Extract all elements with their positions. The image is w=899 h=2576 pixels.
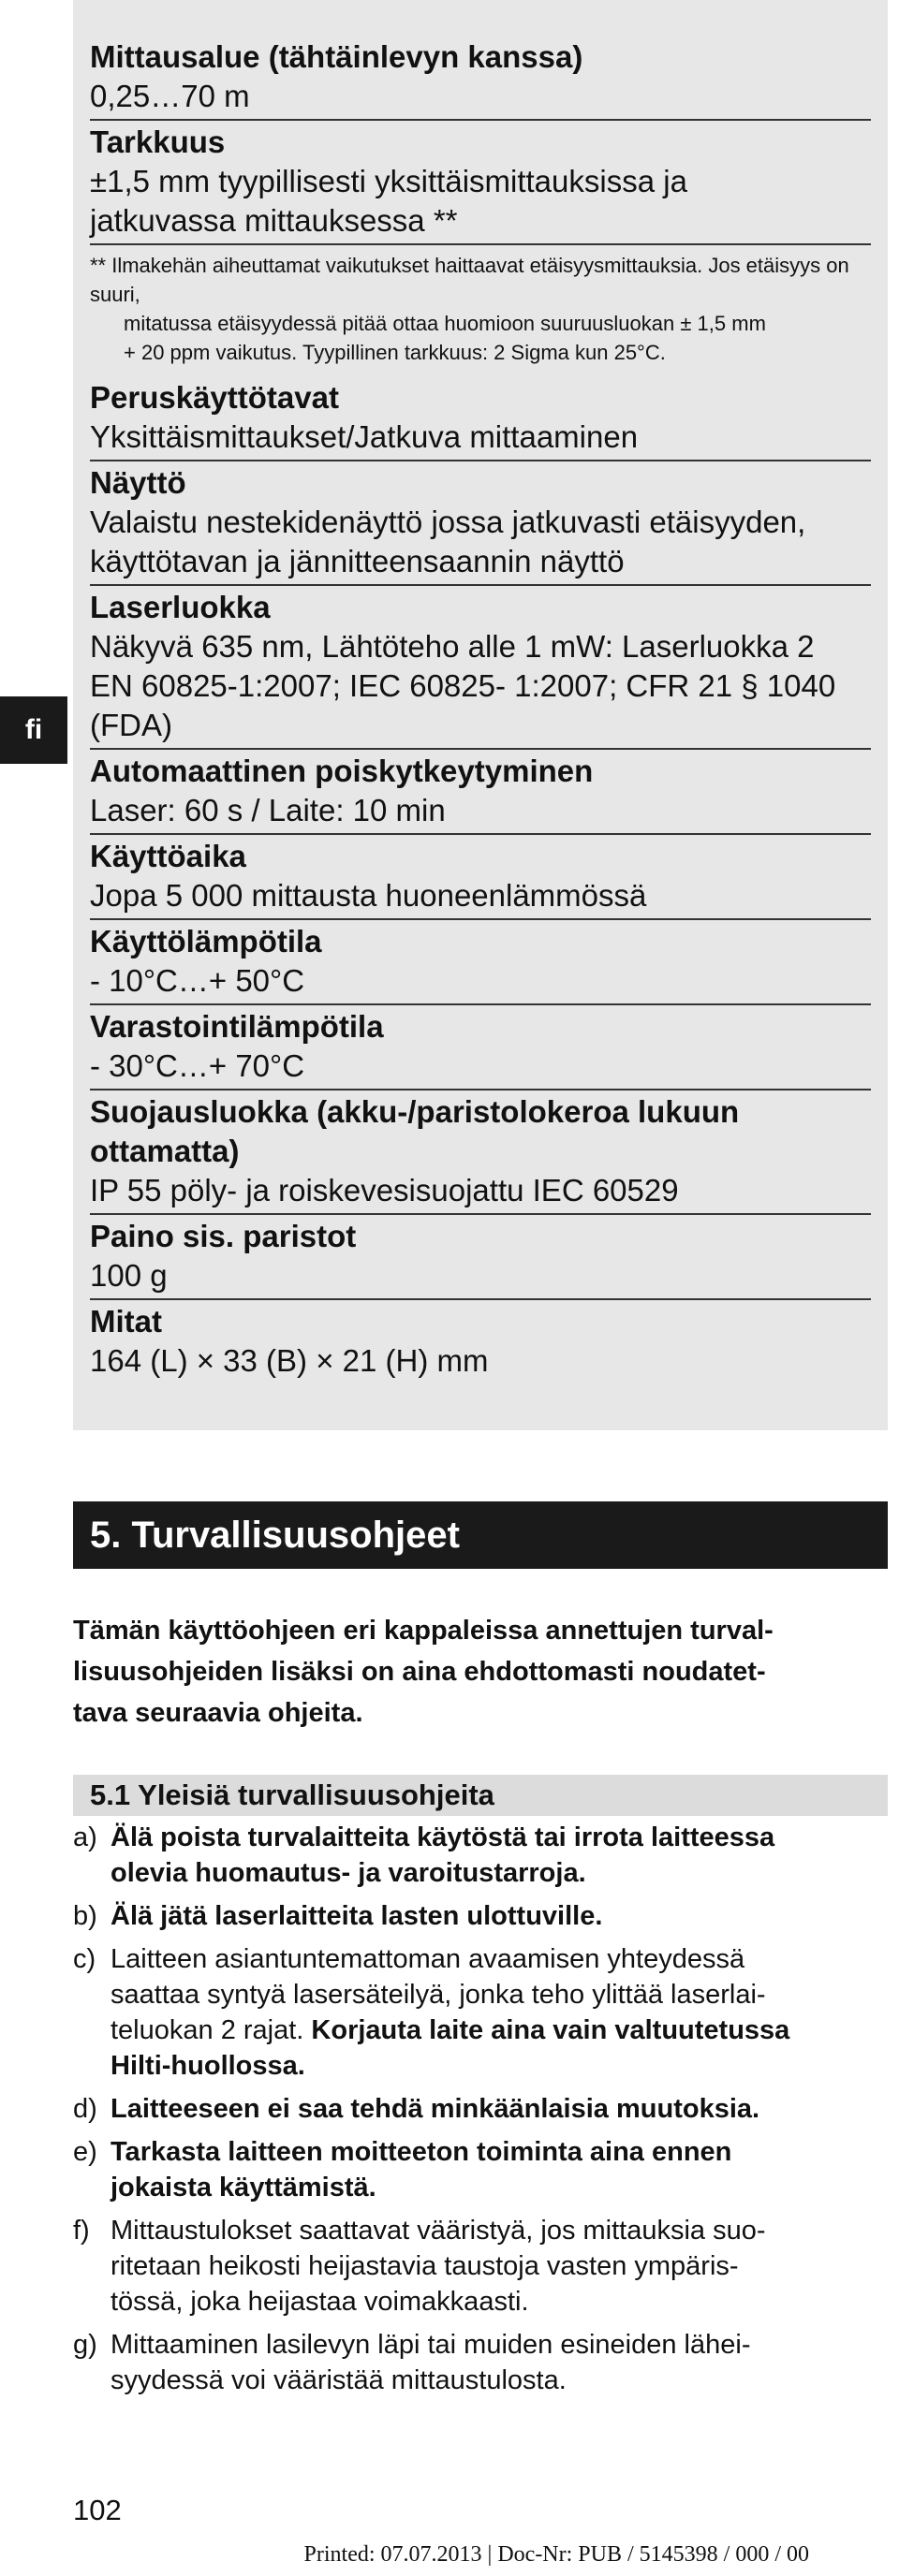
rule-plain-text: syydessä voi vääristää mittaustulosta. bbox=[111, 2365, 567, 2395]
spec-value bbox=[90, 1256, 871, 1295]
rule-bold-text: Älä poista turvalaitteita käytöstä tai irrota laitteessa bbox=[111, 1822, 775, 1852]
rule-bold-text: olevia huomautus- ja varoitustarroja. bbox=[111, 1858, 586, 1888]
spec-value bbox=[90, 1046, 871, 1086]
rule-plain-text: tössä, joka heijastaa voimakkaasti. bbox=[111, 2287, 529, 2317]
rule-bold-text: Hilti-huollossa. bbox=[111, 2051, 305, 2081]
spec-value-line: Laser: 60 s / Laite: 10 min bbox=[90, 793, 446, 827]
rule-plain-text: Mittaustulokset saattavat vääristyä, jos mittauksia suo- bbox=[111, 2216, 766, 2246]
spec-value bbox=[90, 162, 871, 241]
safety-rule bbox=[73, 2134, 888, 2205]
rule-text bbox=[111, 1820, 888, 1891]
rule-line bbox=[111, 1898, 888, 1934]
spec-value bbox=[90, 961, 871, 1001]
footnote-line: ** Ilmakehän aiheuttamat vaikutukset haittaavat etäisyysmittauksia. Jos etäisyys on suuri, bbox=[90, 254, 849, 306]
rule-text bbox=[111, 2327, 888, 2398]
rule-line bbox=[111, 2213, 888, 2248]
spec-label: Mitat bbox=[90, 1304, 162, 1339]
spec-label: Automaattinen poiskytkeytyminen bbox=[90, 754, 594, 788]
rule-letter: g) bbox=[73, 2330, 97, 2360]
language-tab: fi bbox=[0, 696, 67, 764]
spec-value bbox=[90, 503, 871, 581]
rule-line bbox=[111, 2134, 888, 2170]
subsection-heading: 5.1 Yleisiä turvallisuusohjeita bbox=[73, 1775, 888, 1816]
rule-bold-text: Tarkasta laitteen moitteeton toiminta aina ennen bbox=[111, 2137, 732, 2167]
spec-item bbox=[90, 1300, 871, 1383]
safety-rules-list bbox=[73, 1820, 888, 2406]
rule-line bbox=[111, 2048, 888, 2084]
rule-line bbox=[111, 1977, 888, 2012]
spec-value bbox=[90, 876, 871, 915]
rule-letter: e) bbox=[73, 2137, 97, 2167]
spec-label: Varastointilämpötila bbox=[90, 1009, 384, 1044]
spec-item bbox=[90, 121, 871, 245]
rule-plain-text: Mittaaminen lasilevyn läpi tai muiden esineiden lähei- bbox=[111, 2330, 751, 2360]
spec-value-line: jatkuvassa mittauksessa ** bbox=[90, 203, 458, 238]
spec-label: Paino sis. paristot bbox=[90, 1219, 357, 1253]
spec-list bbox=[90, 36, 871, 1383]
rule-line bbox=[111, 1855, 888, 1891]
rule-line bbox=[111, 2091, 888, 2127]
footnote-line: + 20 ppm vaikutus. Tyypillinen tarkkuus: 2 Sigma kun 25°C. bbox=[124, 341, 666, 364]
spec-value-line: EN 60825-1:2007; IEC 60825- 1:2007; CFR 21 § 1040 (FDA) bbox=[90, 668, 836, 742]
rule-line bbox=[111, 2248, 888, 2284]
safety-rule bbox=[73, 2327, 888, 2398]
spec-item bbox=[90, 750, 871, 835]
print-info: Printed: 07.07.2013 | Doc-Nr: PUB / 5145398 / 000 / 00 bbox=[303, 2542, 809, 2567]
spec-label: Mittausalue (tähtäinlevyn kanssa) bbox=[90, 39, 583, 74]
rule-line bbox=[111, 2012, 888, 2048]
spec-item bbox=[90, 835, 871, 920]
spec-value-line: Jopa 5 000 mittausta huoneenlämmössä bbox=[90, 878, 647, 913]
spec-value-line: 100 g bbox=[90, 1258, 168, 1293]
rule-text bbox=[111, 1898, 888, 1934]
safety-rule bbox=[73, 2091, 888, 2127]
rule-text bbox=[111, 2134, 888, 2205]
spec-value bbox=[90, 77, 871, 116]
spec-value-line: - 10°C…+ 50°C bbox=[90, 963, 305, 998]
rule-text bbox=[111, 2213, 888, 2320]
spec-label: Näyttö bbox=[90, 465, 186, 500]
spec-item bbox=[90, 461, 871, 586]
spec-value-line: käyttötavan ja jännitteensaannin näyttö bbox=[90, 544, 625, 578]
spec-value bbox=[90, 627, 871, 745]
section-heading: 5. Turvallisuusohjeet bbox=[73, 1501, 888, 1569]
spec-item bbox=[90, 586, 871, 750]
rule-letter: a) bbox=[73, 1822, 97, 1852]
accuracy-footnote bbox=[90, 245, 871, 376]
spec-value-line: - 30°C…+ 70°C bbox=[90, 1048, 305, 1083]
rule-line bbox=[111, 2284, 888, 2320]
spec-value-line: Näkyvä 635 nm, Lähtöteho alle 1 mW: Laserluokka 2 bbox=[90, 629, 815, 664]
rule-line bbox=[111, 2170, 888, 2205]
safety-rule bbox=[73, 1941, 888, 2084]
rule-line bbox=[111, 1820, 888, 1855]
rule-line bbox=[111, 2363, 888, 2398]
spec-label: Käyttölämpötila bbox=[90, 924, 322, 959]
spec-label: Tarkkuus bbox=[90, 124, 226, 159]
spec-item bbox=[90, 920, 871, 1005]
spec-item bbox=[90, 36, 871, 121]
intro-line: tava seuraavia ohjeita. bbox=[73, 1698, 363, 1728]
page-number: 102 bbox=[73, 2494, 122, 2526]
rule-bold-text: Korjauta laite aina vain valtuutetussa bbox=[311, 2015, 790, 2045]
rule-plain-text: ritetaan heikosti heijastavia taustoja vasten ympäris- bbox=[111, 2251, 739, 2281]
safety-rule bbox=[73, 1898, 888, 1934]
spec-value-line: Valaistu nestekidenäyttö jossa jatkuvasti etäisyyden, bbox=[90, 505, 806, 539]
rule-line bbox=[111, 2327, 888, 2363]
intro-line: Tämän käyttöohjeen eri kappaleissa annettujen turval- bbox=[73, 1616, 774, 1646]
spec-value-line: IP 55 pöly- ja roiskevesisuojattu IEC 60529 bbox=[90, 1173, 679, 1208]
spec-value-line: ±1,5 mm tyypillisesti yksittäismittauksissa ja bbox=[90, 164, 687, 198]
rule-bold-text: jokaista käyttämistä. bbox=[111, 2173, 376, 2203]
spec-value-line: Yksittäismittaukset/Jatkuva mittaaminen bbox=[90, 419, 639, 454]
rule-line bbox=[111, 1941, 888, 1977]
spec-label: Suojausluokka (akku-/paristolokeroa lukuun ottamatta) bbox=[90, 1094, 740, 1168]
spec-value-line: 0,25…70 m bbox=[90, 79, 250, 113]
spec-value bbox=[90, 791, 871, 830]
intro-line: lisuusohjeiden lisäksi on aina ehdottomasti noudatet- bbox=[73, 1657, 766, 1687]
intro-paragraph bbox=[73, 1610, 888, 1734]
rule-bold-text: Älä jätä laserlaitteita lasten ulottuville. bbox=[111, 1901, 603, 1931]
safety-rule bbox=[73, 2213, 888, 2320]
spec-value bbox=[90, 1341, 871, 1381]
footnote-line: mitatussa etäisyydessä pitää ottaa huomioon suuruusluokan ± 1,5 mm bbox=[124, 312, 766, 335]
spec-item bbox=[90, 1215, 871, 1300]
rule-letter: c) bbox=[73, 1944, 96, 1974]
spec-label: Laserluokka bbox=[90, 590, 271, 624]
spec-label: Käyttöaika bbox=[90, 839, 246, 873]
rule-letter: f) bbox=[73, 2216, 90, 2246]
rule-plain-text: saattaa syntyä lasersäteilyä, jonka teho ylittää laserlai- bbox=[111, 1980, 766, 2010]
spec-item bbox=[90, 1005, 871, 1090]
technical-data-panel bbox=[73, 0, 888, 1430]
rule-bold-text: Laitteeseen ei saa tehdä minkäänlaisia muutoksia. bbox=[111, 2094, 760, 2124]
spec-item bbox=[90, 1090, 871, 1215]
rule-text bbox=[111, 2091, 888, 2127]
rule-letter: d) bbox=[73, 2094, 97, 2124]
spec-value bbox=[90, 417, 871, 457]
rule-plain-text: teluokan 2 rajat. bbox=[111, 2015, 312, 2045]
spec-value-line: 164 (L) × 33 (B) × 21 (H) mm bbox=[90, 1343, 489, 1378]
spec-label: Peruskäyttötavat bbox=[90, 380, 339, 415]
rule-text bbox=[111, 1941, 888, 2084]
rule-plain-text: Laitteen asiantuntemattoman avaamisen yhteydessä bbox=[111, 1944, 745, 1974]
safety-rule bbox=[73, 1820, 888, 1891]
spec-item bbox=[90, 376, 871, 461]
rule-letter: b) bbox=[73, 1901, 97, 1931]
spec-value bbox=[90, 1171, 871, 1210]
